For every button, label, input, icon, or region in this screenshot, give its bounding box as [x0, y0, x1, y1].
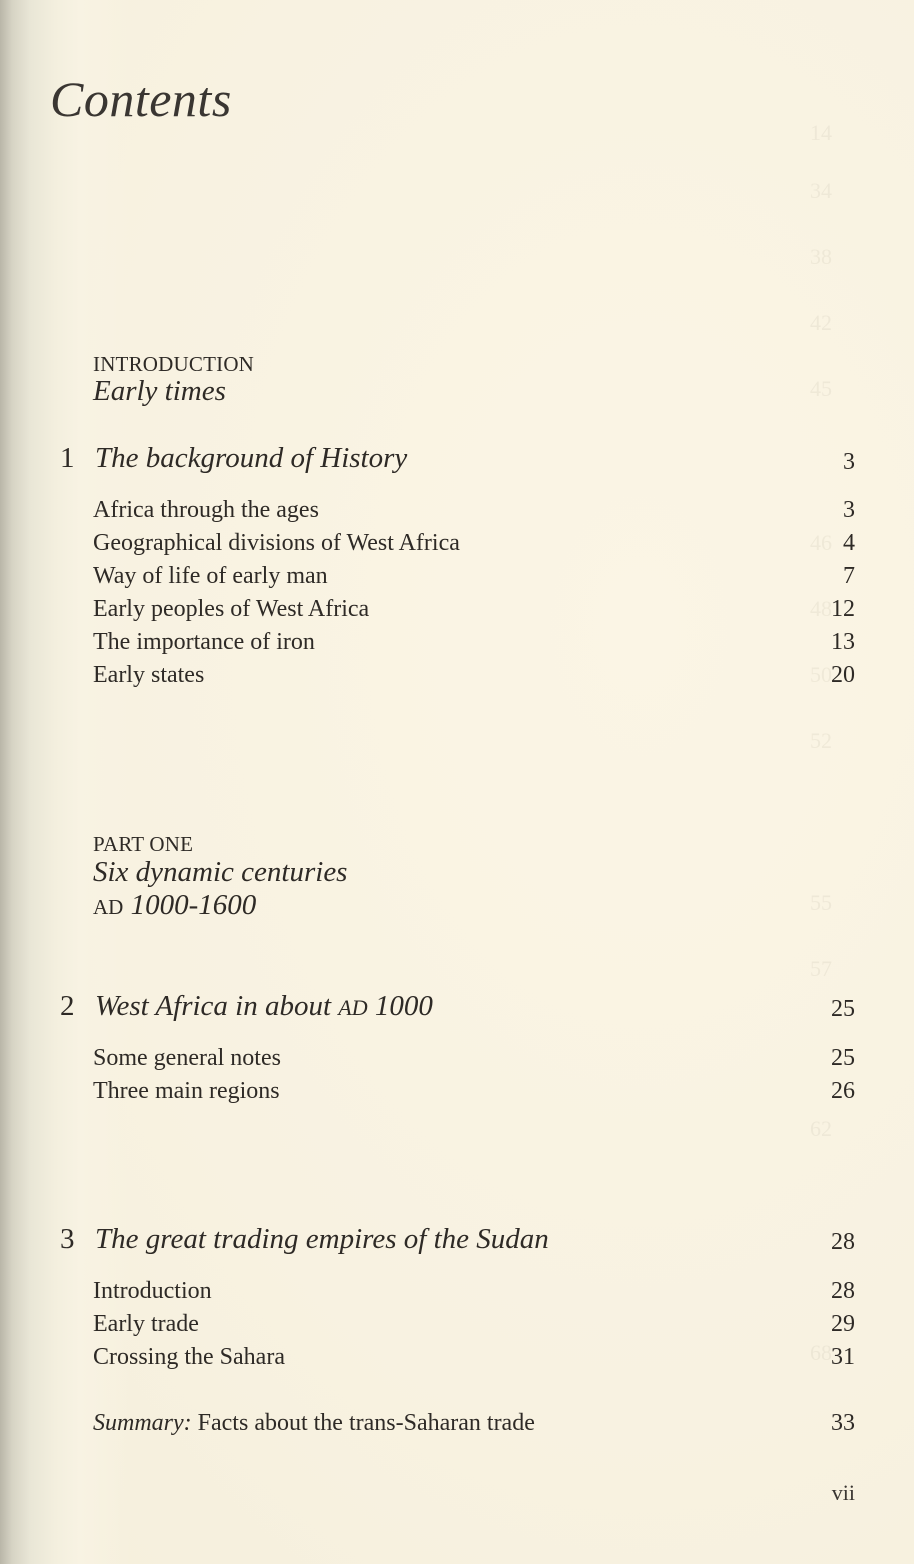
toc-entry[interactable]: The importance of iron	[93, 629, 315, 655]
chapter-number: 2	[60, 990, 75, 1022]
toc-entry-page: 4	[843, 530, 855, 556]
toc-entry-page: 7	[843, 563, 855, 589]
section-title: Six dynamic centuries	[93, 856, 348, 888]
toc-entry[interactable]: Crossing the Sahara	[93, 1344, 285, 1370]
chapter-page-number: 25	[831, 996, 855, 1022]
summary-title: Facts about the trans-Saharan trade	[197, 1410, 535, 1436]
page-title: Contents	[50, 71, 232, 127]
chapter-title-year: 1000	[374, 990, 433, 1022]
chapter-title[interactable]: The background of History	[95, 442, 408, 474]
toc-entry[interactable]: Early peoples of West Africa	[93, 596, 370, 622]
chapter-page-number: 28	[831, 1229, 855, 1255]
chapter-page-number: 3	[843, 449, 855, 475]
toc-entry-page: 3	[843, 497, 855, 523]
toc-entry-page: 28	[831, 1278, 855, 1304]
toc-entry-page: 25	[831, 1045, 855, 1071]
section-label: PART ONE	[93, 832, 194, 856]
summary-label: Summary:	[93, 1410, 192, 1436]
chapter-title-text: West Africa in about	[95, 990, 332, 1022]
date-range: 1000-1600	[130, 889, 257, 921]
toc-entry[interactable]: Africa through the ages	[93, 497, 319, 523]
era-prefix: AD	[338, 995, 368, 1020]
toc-entry[interactable]: Geographical divisions of West Africa	[93, 530, 460, 556]
toc-entry[interactable]: Introduction	[93, 1278, 212, 1304]
toc-entry[interactable]: Some general notes	[93, 1045, 281, 1071]
toc-entry[interactable]: Early trade	[93, 1311, 199, 1337]
toc-entry-page: 31	[831, 1344, 855, 1370]
toc-summary-entry[interactable]	[93, 1410, 535, 1437]
toc-entry[interactable]: Early states	[93, 662, 205, 688]
toc-entry-page: 12	[831, 596, 855, 622]
toc-entry-page: 20	[831, 662, 855, 688]
section-title: Early times	[93, 375, 226, 407]
page-folio: vii	[831, 1480, 855, 1505]
toc-entry-page: 29	[831, 1311, 855, 1337]
era-prefix: AD	[93, 895, 124, 919]
toc-entry-page: 13	[831, 629, 855, 655]
chapter-title[interactable]	[95, 990, 433, 1023]
toc-entry[interactable]: Way of life of early man	[93, 563, 328, 589]
section-label: INTRODUCTION	[93, 352, 255, 376]
toc-entry-page: 26	[831, 1078, 855, 1104]
chapter-title[interactable]: The great trading empires of the Sudan	[95, 1223, 549, 1255]
chapter-number: 3	[60, 1223, 75, 1255]
chapter-number: 1	[60, 442, 75, 474]
section-subtitle	[93, 889, 256, 922]
toc-entry-page: 33	[831, 1410, 855, 1436]
book-page: 14 34 38 42 45 46 48 50 52 55 57 62 68 Contents INTRODUCTION Early times 1 The background of History 3 Africa through the ages 3 Geographical divisions of West Africa 4 Way of life of early man 7 Early peoples of West Africa 12 The importance of iron 13 Early states 20 PART ONE Six dynamic centuries AD 1000-1600 2 West Africa in about AD 1000 25 Some general notes 25 Three main regions 26 3 The great trading empires of the Sudan 28 Introduction 28 Early trade 29 Crossing the Sahara 31 Summary: Facts about the trans-Saharan trade 33 vii	[0, 0, 914, 1564]
toc-entry[interactable]: Three main regions	[93, 1078, 280, 1104]
